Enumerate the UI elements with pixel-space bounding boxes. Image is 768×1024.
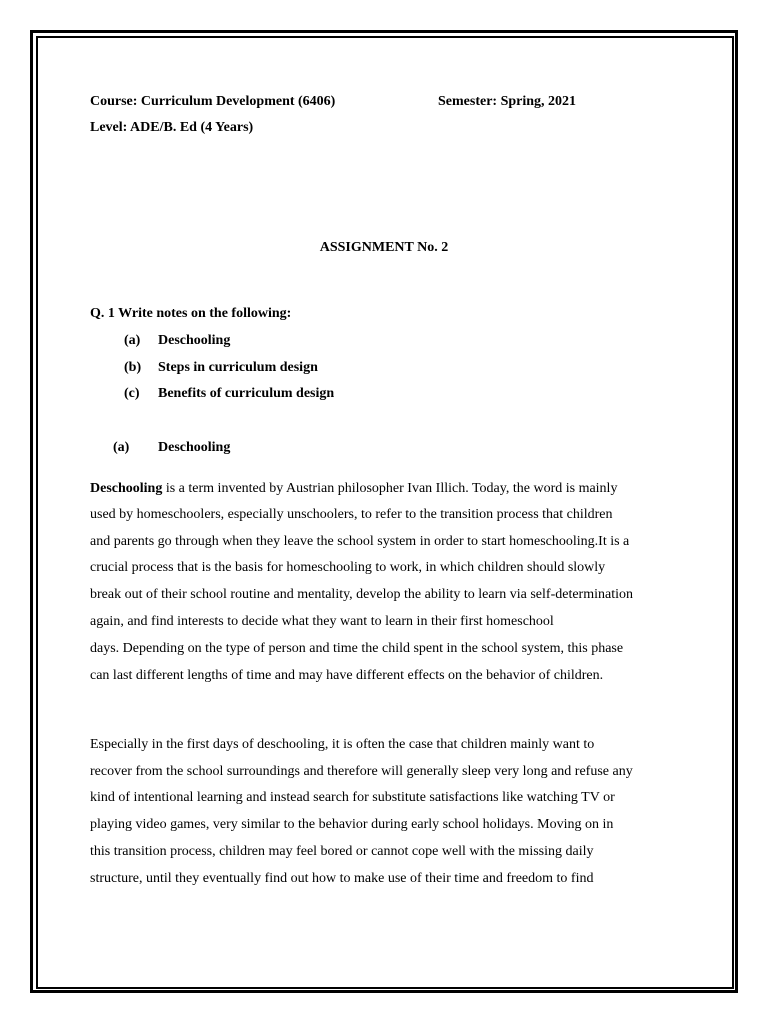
question-item-label: (c) (124, 386, 140, 401)
paragraph-line: structure, until they eventually find out how to make use of their time and freedom to find (90, 871, 594, 886)
level-label: Level: ADE/B. Ed (4 Years) (90, 120, 254, 135)
paragraph-line: break out of their school routine and mentality, develop the ability to learn via self-determination (90, 587, 633, 602)
question-item-text: Steps in curriculum design (158, 360, 318, 375)
paragraph-line: this transition process, children may feel bored or cannot cope well with the missing daily (90, 844, 594, 859)
paragraph-line: used by homeschoolers, especially unschoolers, to refer to the transition process that children (90, 507, 613, 522)
question-heading: Q. 1 Write notes on the following: (90, 306, 292, 321)
paragraph-line-text: is a term invented by Austrian philosopher Ivan Illich. Today, the word is mainly (162, 481, 618, 496)
paragraph-line (90, 481, 617, 497)
paragraph-line: and parents go through when they leave the school system in order to start homeschooling.It is a (90, 534, 630, 549)
question-item-label: (b) (124, 360, 142, 375)
question-item-text: Deschooling (158, 333, 231, 348)
section-heading-title: Deschooling (158, 440, 231, 455)
paragraph-line: recover from the school surroundings and therefore will generally sleep very long and refuse any (90, 764, 633, 779)
section-heading-label: (a) (113, 440, 130, 455)
question-item-label: (a) (124, 333, 141, 348)
paragraph-line: days. Depending on the type of person and time the child spent in the school system, this phase (90, 641, 624, 656)
assignment-title: ASSIGNMENT No. 2 (319, 240, 449, 255)
term-deschooling: Deschooling (90, 481, 163, 496)
semester-label: Semester: Spring, 2021 (438, 94, 577, 109)
paragraph-line: playing video games, very similar to the behavior during early school holidays. Moving on in (90, 817, 614, 832)
question-item-text: Benefits of curriculum design (158, 386, 335, 401)
paragraph-line: again, and find interests to decide what they want to learn in their first homeschool (90, 614, 554, 629)
paragraph-line: crucial process that is the basis for homeschooling to work, in which children should slowly (90, 560, 606, 575)
course-label: Course: Curriculum Development (6406) (90, 94, 336, 109)
paragraph-line: kind of intentional learning and instead search for substitute satisfactions like watching TV or (90, 790, 615, 805)
paragraph-line: Especially in the first days of deschooling, it is often the case that children mainly want to (90, 737, 595, 752)
paragraph-line: can last different lengths of time and may have different effects on the behavior of children. (90, 668, 604, 683)
